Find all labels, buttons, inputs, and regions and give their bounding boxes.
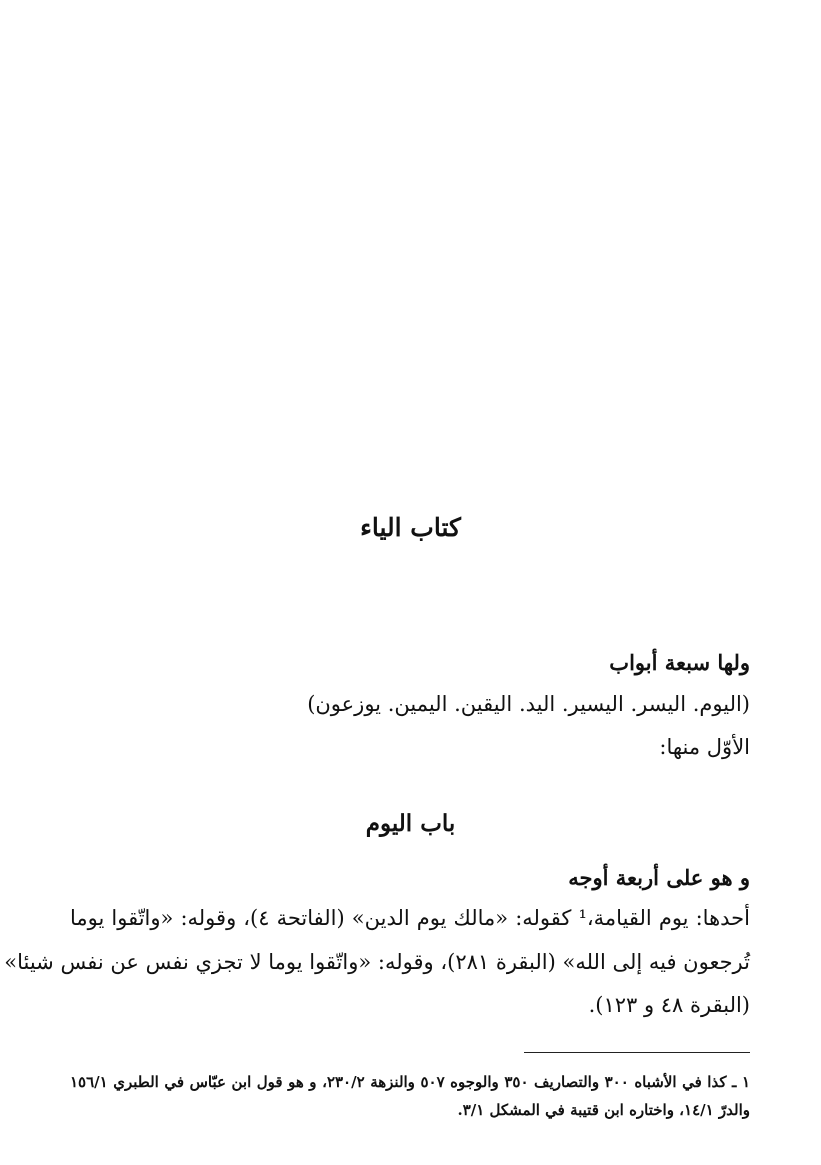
paragraph-line: (البقرة ٤٨ و ١٢٣). [588, 993, 750, 1017]
footnote-separator [524, 1052, 750, 1053]
paragraph-line: تُرجعون فيه إلى الله» (البقرة ٢٨١)، وقوله: «واتّقوا يوما لا تجزي نفس عن نفس شيئا» [4, 950, 750, 974]
footnote-line: والدرّ ١٤/١، واختاره ابن قتيبة في المشكل ٣/١. [457, 1101, 750, 1119]
intro-heading: ولها سبعة أبواب [609, 650, 750, 675]
chapters-list: (اليوم. اليسر. اليسير. اليد. اليقين. اليمين. يوزعون) [307, 692, 750, 716]
footnote-line: ١ ـ كذا في الأشباه ٣٠٠ والتصاريف ٣٥٠ والوجوه ٥٠٧ والنزهة ٢٣٠/٢، و هو قول ابن عبّاس في الطبري ١٥٦/١ [70, 1073, 751, 1091]
paragraph-line: أحدها: يوم القيامة،¹ كقوله: «مالك يوم الدين» (الفاتحة ٤)، وقوله: «واتّقوا يوما [70, 906, 750, 930]
first-label: الأوّل منها: [659, 735, 750, 759]
book-title: كتاب الياء [360, 513, 461, 542]
chapter-title: باب اليوم [365, 810, 456, 837]
chapter-subheading: و هو على أربعة أوجه [568, 865, 750, 890]
